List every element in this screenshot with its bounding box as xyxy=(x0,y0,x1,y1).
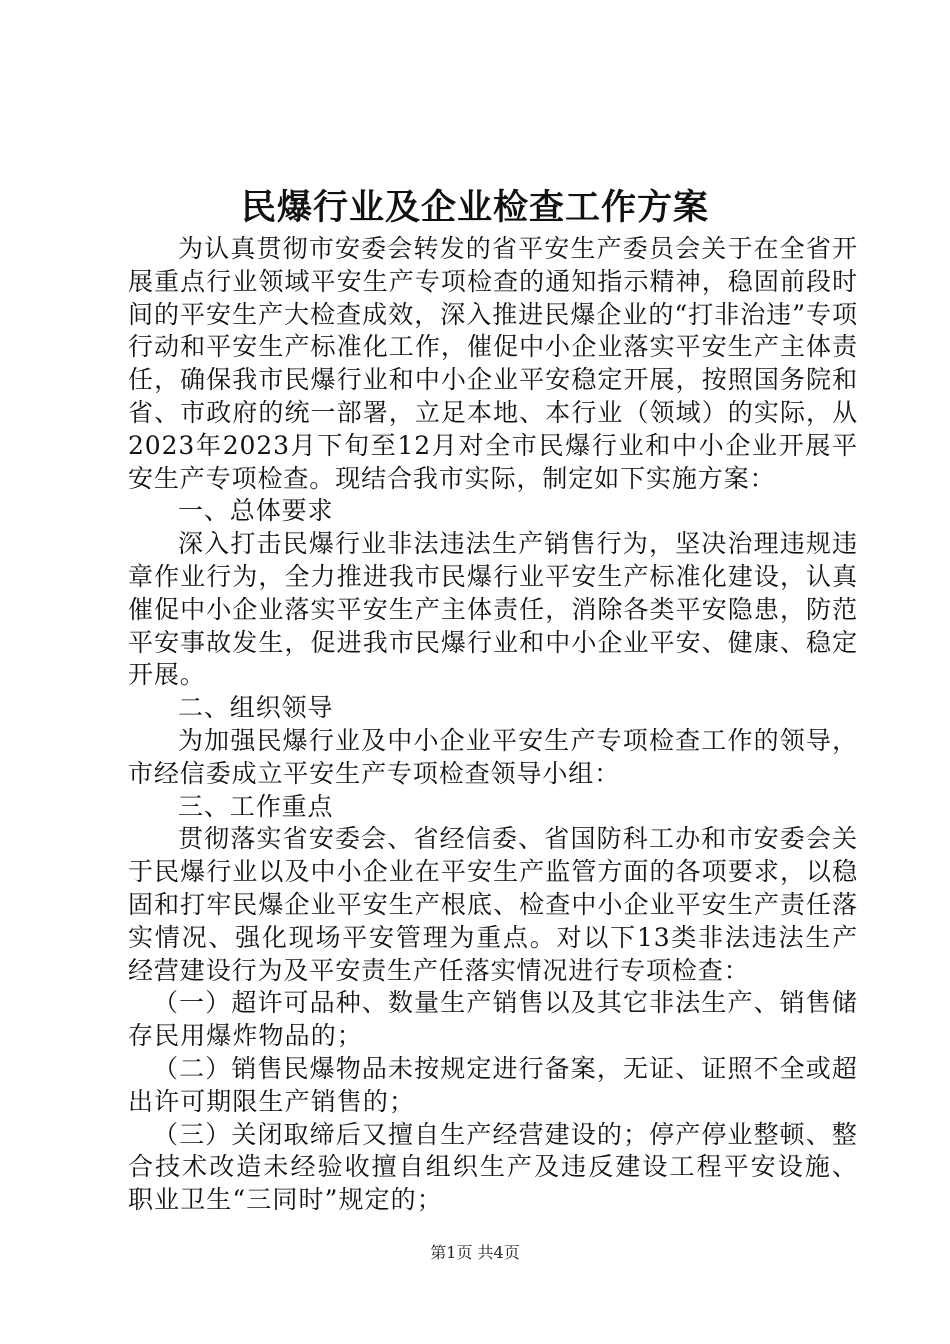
section-heading-1: 一、总体要求 xyxy=(178,496,334,526)
document-body xyxy=(128,233,858,1217)
document-title: 民爆行业及企业检查工作方案 xyxy=(240,187,709,228)
paragraph-organization: 为加强民爆行业及中小企业平安生产专项检查工作的领导，市经信委成立平安生产专项检查领导小组： xyxy=(128,725,858,788)
paragraph-intro: 为认真贯彻市安委会转发的省平安生产委员会关于在全省开展重点行业领域平安生产专项检查的通知指示精神，稳固前段时间的平安生产大检查成效，深入推进民爆企业的“打非治违”专项行动和平安生产标准化工作，催促中小企业落实平安生产主体责任，确保我市民爆行业和中小企业平安稳定开展，按照国务院和省、市政府的统一部署，立足本地、本行业（领域）的实际，从2023年2023月下旬至12月对全市民爆行业和中小企业开展平安生产专项检查。现结合我市实际，制定如下实施方案： xyxy=(128,234,858,493)
list-item-2: （二）销售民爆物品未按规定进行备案，无证、证照不全或超出许可期限生产销售的； xyxy=(128,1053,858,1116)
section-heading-2: 二、组织领导 xyxy=(178,693,334,723)
section-heading-3: 三、工作重点 xyxy=(178,791,334,821)
paragraph-general-requirements: 深入打击民爆行业非法违法生产销售行为，坚决治理违规违章作业行为，全力推进我市民爆行业平安生产标准化建设，认真催促中小企业落实平安生产主体责任，消除各类平安隐患，防范平安事故发生，促进我市民爆行业和中小企业平安、健康、稳定开展。 xyxy=(128,529,858,690)
list-item-1: （一）超许可品种、数量生产销售以及其它非法生产、销售储存民用爆炸物品的； xyxy=(128,988,858,1051)
paragraph-work-focus: 贯彻落实省安委会、省经信委、省国防科工办和市安委会关于民爆行业以及中小企业在平安生产监管方面的各项要求，以稳固和打牢民爆企业平安生产根底、检查中小企业平安生产责任落实情况、强化现场平安管理为重点。对以下13类非法违法生产经营建设行为及平安责生产任落实情况进行专项检查： xyxy=(128,824,858,985)
page-number-footer: 第1页 共4页 xyxy=(430,1243,520,1262)
list-item-3: （三）关闭取缔后又擅自生产经营建设的；停产停业整顿、整合技术改造未经验收擅自组织生产及违反建设工程平安设施、职业卫生“三同时”规定的； xyxy=(128,1119,858,1215)
